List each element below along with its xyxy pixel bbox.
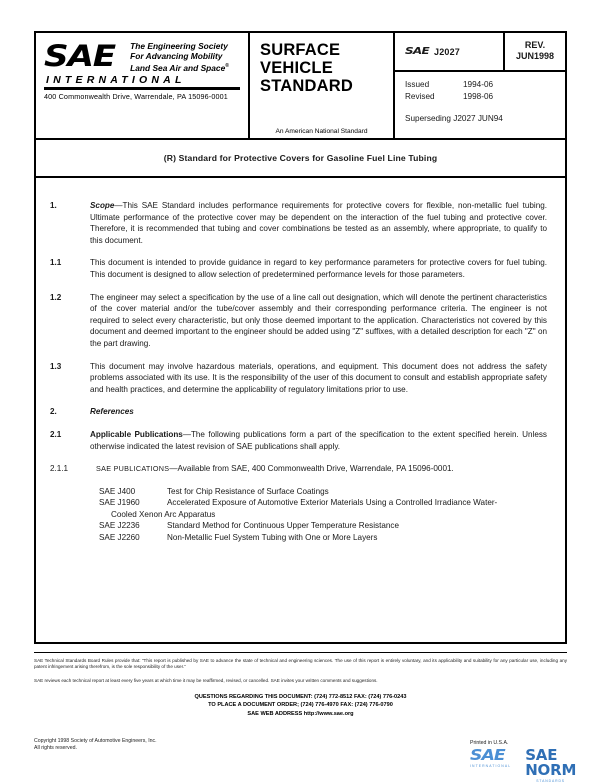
clause-body: The engineer may select a specification by the use of a line call out designation, which will denote the pertinent characteristics of the cover material and/or the tube/cover assembly and their corresponding performance criteria. The engineer is not required to select every characteristic, but only those deemed important to the application. Characteristics not covered by this document and deemed important to the engineer should be added using "Z" suffixes, with a detailed description for each "Z" on the part drawing. [90, 292, 547, 348]
sae-tagline [130, 41, 229, 73]
publication-description: Accelerated Exposure of Automotive Exterior Materials Using a Controlled Irradiance Water- [167, 498, 498, 508]
document-type-line-2: VEHICLE [260, 59, 333, 77]
sae-badge-logo-icon: SAE [470, 746, 505, 764]
copyright-line-1: Copyright 1998 Society of Automotive Engineers, Inc. [34, 738, 157, 744]
clause-2-1 [50, 429, 547, 452]
logo-divider-rule [44, 87, 240, 90]
american-national-standard-note: An American National Standard [275, 128, 368, 135]
clause-1-1 [50, 257, 547, 280]
doc-number-group [395, 33, 503, 70]
publication-item [99, 520, 547, 532]
clause-body: This document is intended to provide guidance in regard to key performance parameters for protective covers for fuel tubing. This document is designed to allow selection of predetermined performance levels for those parameters. [90, 258, 547, 279]
sae-mini-logo-icon: SAE [405, 46, 429, 57]
clause-number: 1. [50, 201, 57, 210]
publication-code: SAE J2236 [99, 521, 140, 531]
revision-value: JUN1998 [515, 51, 555, 61]
clause-body: Available from SAE, 400 Commonwealth Drive, Warrendale, PA 15096-0001. [177, 464, 454, 474]
revised-value: 1998-06 [463, 91, 494, 101]
clause-lead: SAE PUBLICATIONS [96, 464, 170, 474]
copyright-line-2: All rights reserved. [34, 745, 77, 752]
revision-cell [503, 33, 565, 70]
issued-row [405, 79, 565, 91]
document-title-bar [36, 140, 565, 178]
clause-text [90, 257, 547, 280]
sae-norm-wordmark: SAE NORM [525, 746, 577, 779]
contact-line-web[interactable]: SAE WEB ADDRESS http://www.sae.org [247, 710, 354, 717]
clause-list [50, 200, 547, 452]
clause-text [90, 292, 547, 350]
clause-number: 2.1 [50, 429, 62, 439]
clause-2-1-1 [50, 463, 547, 475]
copyright-block [34, 738, 157, 753]
clause-number: 1.2 [50, 292, 62, 302]
publication-description-continued: Cooled Xenon Arc Apparatus [111, 509, 216, 519]
publication-line [99, 532, 547, 544]
document-type-cell [248, 33, 395, 138]
document-header [36, 33, 565, 140]
clause-lead: Applicable Publications [90, 429, 183, 439]
clause-dash: — [169, 464, 178, 474]
footer-disclaimer-2: SAE reviews each technical report at least every five years at which time it may be reaffirmed, revised, or cancelled. SAE invites your written comments and suggestions. [34, 677, 378, 683]
clause-text [90, 429, 547, 452]
publication-item [99, 486, 547, 498]
sae-tagline-line-2: For Advancing Mobility [130, 51, 223, 62]
clause-text [90, 200, 547, 246]
sae-badge-international-label: INTERNATIONAL [470, 764, 512, 768]
publication-description: Test for Chip Resistance of Surface Coatings [167, 486, 329, 496]
publication-item [99, 497, 547, 520]
clause-2 [50, 406, 547, 418]
page-title: (R) Standard for Protective Covers for Gasoline Fuel Line Tubing [163, 153, 438, 163]
clause-text [90, 406, 547, 418]
registered-mark-icon: ® [225, 63, 229, 70]
footer-contact-block [34, 693, 567, 718]
clause-dash: — [182, 429, 191, 439]
publication-line [99, 497, 547, 509]
issued-value: 1994-06 [463, 80, 494, 89]
publications-list [99, 486, 547, 544]
doc-number-row [395, 33, 565, 72]
footer-disclaimer-1: SAE Technical Standards Board Rules provide that: “This report is published by SAE to advance the state of technical and engineering sciences. The use of this report is entirely voluntary, and its applicability and suitability for any particular use, including any patent infringement arising therefrom, is the sole responsibility of the user.” [34, 658, 567, 670]
revision-label: REV. [524, 40, 546, 50]
clause-body: This SAE Standard includes performance requirements for protective covers for flexible, non-metallic fuel tubing. Ultimate performance of the protective cover may be dependent on the interaction of the fuel tubing and protective cover. Therefore, it is recommended that tubing and cover combinations be tested as an assembly, where appropriate, to qualify to this document. [90, 201, 547, 245]
clause-number: 1.3 [50, 361, 62, 371]
clause-number: 2. [50, 407, 57, 417]
footer-divider-rule [34, 652, 567, 653]
printed-in-note: Printed in U.S.A. [470, 740, 509, 746]
document-body [36, 178, 565, 642]
revised-label: Revised [405, 91, 435, 101]
document-number: J2027 [433, 46, 461, 57]
sae-norm-badge [470, 748, 590, 783]
sae-international-label: INTERNATIONAL [46, 74, 186, 87]
clause-number: 2.1.1 [50, 464, 69, 474]
contact-line-questions: QUESTIONS REGARDING THIS DOCUMENT: (724) 772-8512 FAX: (724) 776-0243 [194, 694, 407, 701]
clause-dash: — [114, 201, 123, 210]
publication-line [99, 486, 547, 498]
sae-norm-standards-label: STANDARDS [536, 779, 565, 783]
doc-dates-group [395, 72, 565, 125]
badge-word-group [511, 748, 590, 783]
sae-logo-cell [36, 33, 248, 138]
contact-line-orders: TO PLACE A DOCUMENT ORDER; (724) 776-4970 FAX: (724) 776-0790 [208, 702, 393, 709]
clause-body: The following publications form a part of the specification to the extent specified herein. Unless otherwise indicated the latest revision of SAE publications shall apply. [90, 429, 547, 451]
document-frame [34, 31, 567, 644]
sae-logo-lockup [44, 41, 242, 73]
issued-label: Issued [405, 80, 430, 89]
clause-lead: References [90, 407, 134, 417]
publication-code: SAE J400 [99, 486, 136, 496]
sae-tagline-line-3: Land Sea Air and Space® [130, 63, 229, 74]
document-type-line-1: SURFACE [260, 41, 341, 59]
sae-address: 400 Commonwealth Drive, Warrendale, PA 15096-0001 [44, 91, 228, 101]
clause-text [96, 463, 547, 475]
clause-text [90, 361, 547, 396]
clause-body: This document may involve hazardous materials, operations, and equipment. This document does not address the safety problems associated with its use. It is the responsibility of the user of this document to consult and establish appropriate safety and health practices, and determine the applicability of regulatory limitations prior to use. [90, 361, 547, 394]
clause-lead: Scope [90, 201, 115, 210]
sae-logo-icon: SAE [44, 39, 115, 73]
sae-tagline-line-1: The Engineering Society [130, 41, 228, 51]
badge-mark-group [470, 748, 511, 768]
publication-code: SAE J1960 [99, 498, 140, 508]
revised-row [405, 91, 565, 103]
clause-1-2 [50, 292, 547, 350]
clause-1-3 [50, 361, 547, 396]
clause-1 [50, 200, 547, 246]
publication-code: SAE J2260 [99, 533, 140, 543]
publication-item [99, 532, 547, 544]
publication-line [99, 520, 547, 532]
clause-number: 1.1 [50, 258, 62, 268]
publication-description: Standard Method for Continuous Upper Temperature Resistance [167, 521, 399, 531]
superseding-note: Superseding J2027 JUN94 [405, 114, 503, 123]
document-type-line-3: STANDARD [260, 77, 353, 95]
publication-description: Non-Metallic Fuel System Tubing with One or More Layers [167, 533, 378, 543]
document-meta-cell [395, 33, 565, 138]
document-footer [34, 652, 567, 718]
